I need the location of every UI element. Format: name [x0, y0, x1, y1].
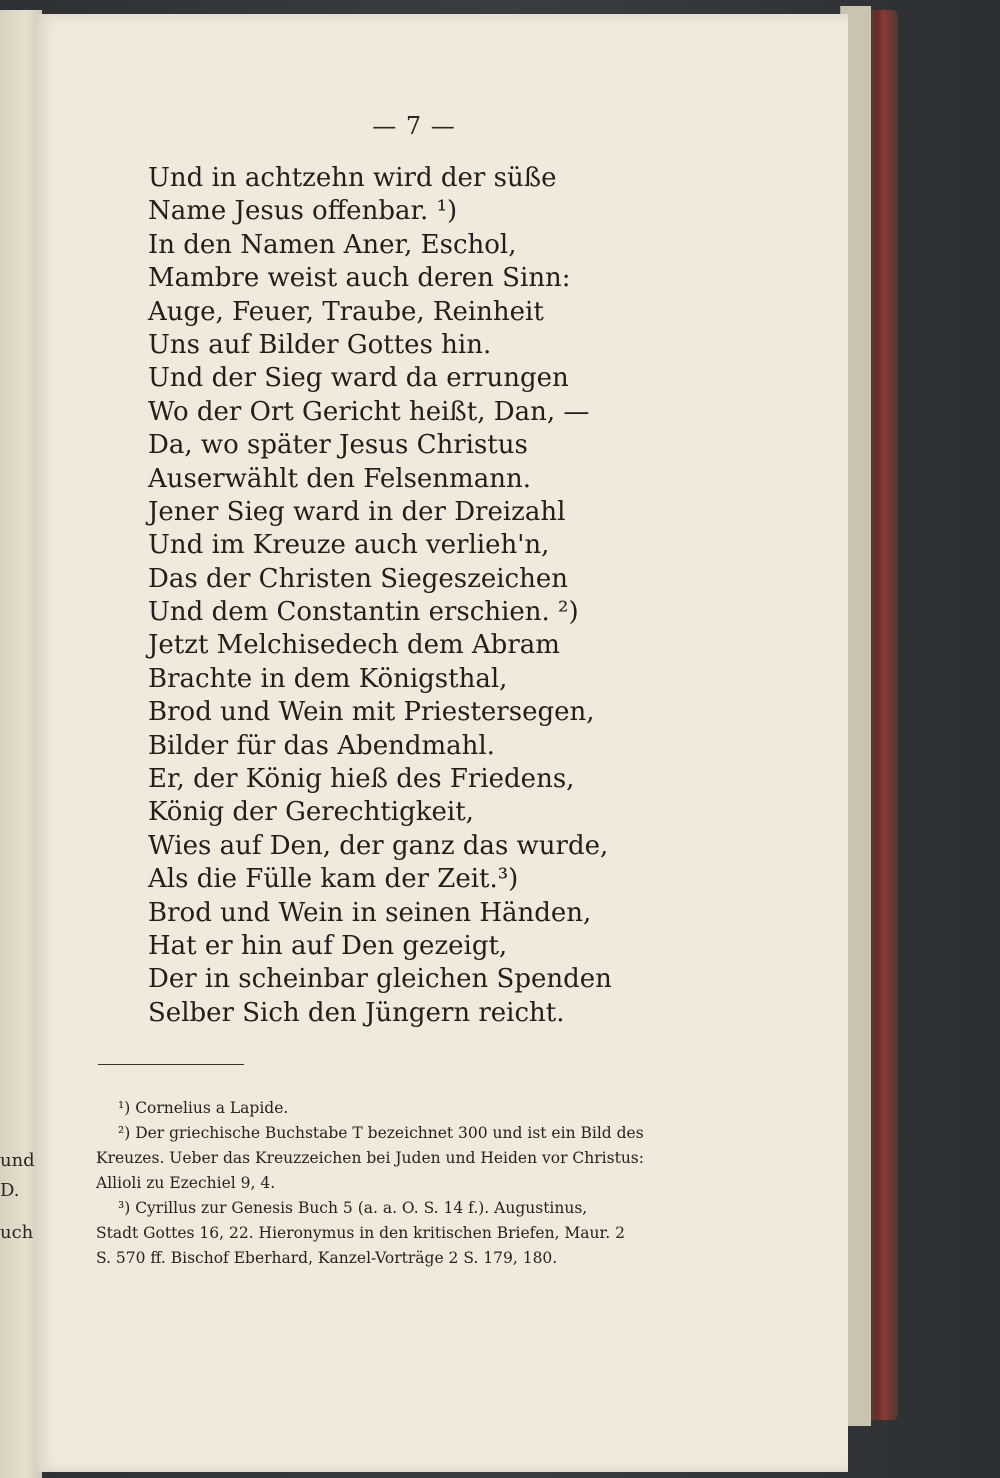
footnote-line: ³) Cyrillus zur Genesis Buch 5 (a. a. O. S. 14 f.). Augustinus,: [118, 1199, 588, 1217]
verse-line: Und in achtzehn wird der süße: [148, 163, 557, 193]
verse-line: König der Gerechtigkeit,: [148, 797, 474, 828]
verse-line: Jetzt Melchisedech dem Abram: [148, 630, 560, 661]
verse-line: Auserwählt den Felsenmann.: [148, 463, 531, 494]
footnote-line: Stadt Gottes 16, 22. Hieronymus in den kritischen Briefen, Maur. 2: [96, 1224, 625, 1242]
verse-line: Wo der Ort Gericht heißt, Dan, —: [148, 396, 590, 427]
previous-page-fragment: uch: [0, 1222, 34, 1243]
poem-verse: [148, 162, 612, 1030]
verse-line: Name Jesus offenbar. ¹): [148, 196, 458, 227]
footnote-line: Allioli zu Ezechiel 9, 4.: [96, 1174, 276, 1192]
footnote-line: S. 570 ff. Bischof Eberhard, Kanzel-Vorträge 2 S. 179, 180.: [96, 1249, 558, 1267]
verse-line: In den Namen Aner, Eschol,: [148, 229, 517, 260]
verse-line: Und dem Constantin erschien. ²): [148, 597, 579, 628]
verse-line: Bilder für das Abendmahl.: [148, 730, 495, 761]
footnote-divider: [98, 1064, 244, 1065]
verse-line: Auge, Feuer, Traube, Reinheit: [148, 296, 544, 327]
footnote-line: Kreuzes. Ueber das Kreuzzeichen bei Juden und Heiden vor Christus:: [96, 1149, 644, 1167]
verse-line: Uns auf Bilder Gottes hin.: [148, 329, 492, 360]
previous-page-fragment: D.: [0, 1180, 20, 1201]
verse-line: Selber Sich den Jüngern reicht.: [148, 997, 565, 1028]
verse-line: Und der Sieg ward da errungen: [148, 363, 569, 394]
verse-line: Brod und Wein mit Priestersegen,: [148, 697, 595, 728]
verse-line: Der in scheinbar gleichen Spenden: [148, 964, 612, 995]
footnote-line: ¹) Cornelius a Lapide.: [118, 1099, 289, 1117]
verse-line: Brod und Wein in seinen Händen,: [148, 897, 592, 928]
footnotes: [96, 1096, 746, 1271]
verse-line: Er, der König hieß des Friedens,: [148, 764, 575, 795]
verse-line: Das der Christen Siegeszeichen: [148, 563, 568, 594]
verse-line: Mambre weist auch deren Sinn:: [148, 263, 571, 294]
page-number: — 7 —: [372, 112, 456, 140]
verse-line: Jener Sieg ward in der Dreizahl: [148, 496, 566, 527]
previous-page-fragment: und: [0, 1150, 35, 1171]
book-page: [36, 14, 848, 1472]
verse-line: Als die Fülle kam der Zeit.³): [148, 864, 519, 895]
verse-line: Wies auf Den, der ganz das wurde,: [148, 830, 609, 861]
verse-line: Da, wo später Jesus Christus: [148, 430, 528, 461]
footnote-line: ²) Der griechische Buchstabe T bezeichnet 300 und ist ein Bild des: [118, 1124, 644, 1142]
verse-line: Hat er hin auf Den gezeigt,: [148, 930, 508, 961]
verse-line: Und im Kreuze auch verlieh'n,: [148, 530, 550, 561]
verse-line: Brachte in dem Königsthal,: [148, 663, 508, 694]
